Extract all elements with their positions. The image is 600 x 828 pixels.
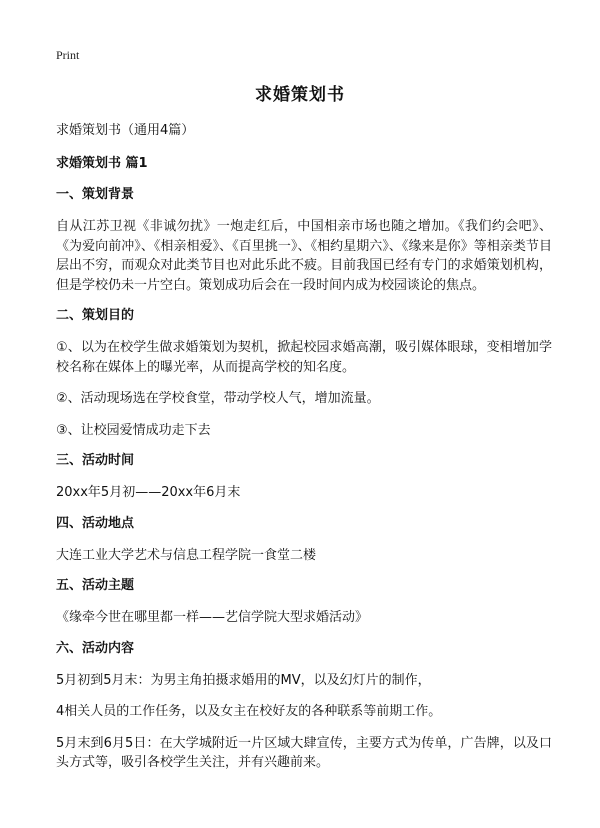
document-body (56, 122, 552, 785)
purpose-item-1: ①、以为在校学生做求婚策划为契机，掀起校园求婚高潮，吸引媒体眼球，变相增加学校名称在媒体上的曝光率，从而提高学校的知名度。 (56, 340, 552, 375)
article-heading: 求婚策划书 篇1 (56, 156, 148, 171)
document-title: 求婚策划书 (255, 85, 345, 105)
content-paragraph-1: 5月初到5月末：为男主角拍摄求婚用的MV，以及幻灯片的制作， (56, 672, 431, 688)
section-heading-background: 一、策划背景 (56, 187, 135, 202)
content-paragraph-3: 5月末到6月5日：在大学城附近一片区域大肆宣传，主要方式为传单，广告牌，以及口头方式等，吸引各校学生关注，并有兴趣前来。 (56, 735, 552, 770)
content-paragraph-2: 4相关人员的工作任务，以及女主在校好友的各种联系等前期工作。 (56, 704, 442, 719)
purpose-item-3: ③、让校园爱情成功走下去 (56, 422, 211, 438)
event-time-paragraph: 20xx年5月初——20xx年6月末 (56, 485, 241, 500)
section-heading-content: 六、活动内容 (56, 640, 135, 656)
section-heading-theme: 五、活动主题 (56, 578, 135, 593)
print-label: Print (56, 48, 80, 62)
section-heading-location: 四、活动地点 (56, 515, 135, 531)
section-heading-time: 三、活动时间 (56, 453, 135, 468)
section-heading-purpose: 二、策划目的 (56, 308, 135, 323)
document-subtitle: 求婚策划书（通用4篇） (56, 123, 195, 138)
event-theme-paragraph: 《缘牵今世在哪里都一样——艺信学院大型求婚活动》 (56, 610, 369, 625)
event-location-paragraph: 大连工业大学艺术与信息工程学院一食堂二楼 (56, 547, 317, 563)
purpose-item-2: ②、活动现场选在学校食堂，带动学校人气，增加流量。 (56, 391, 380, 406)
background-paragraph: 自从江苏卫视《非诚勿扰》一炮走红后，中国相亲市场也随之增加。《我们约会吧》、《为爱向前冲》、《相亲相爱》、《百里挑一》、《相约星期六》、《缘来是你》等相亲类节目层出不穷，而观众对此类节目也对此乐此不疲。目前我国已经有专门的求婚策划机构，但是学校仍未一片空白。策划成功后会在一段时间内成为校园谈论的焦点。 (56, 219, 552, 293)
